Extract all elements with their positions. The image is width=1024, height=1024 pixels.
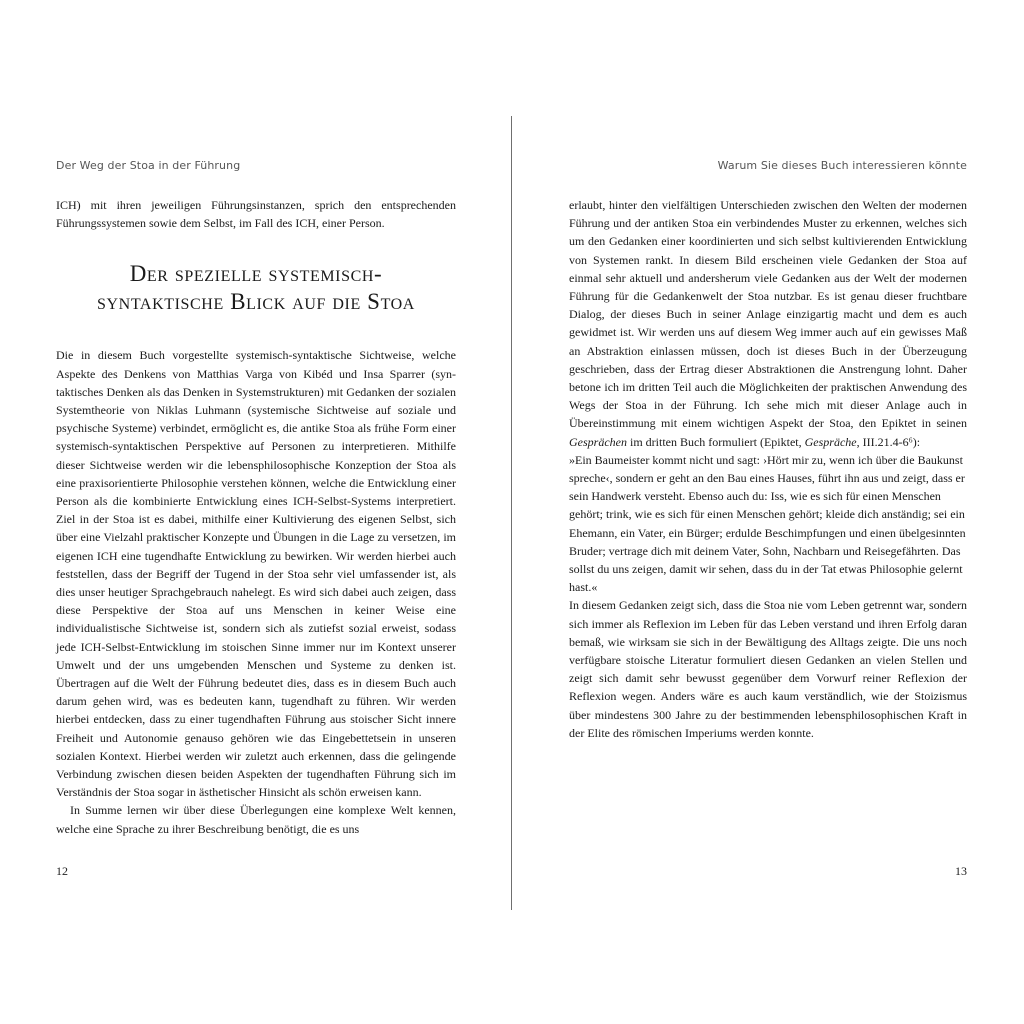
body-paragraph: In Summe lernen wir über diese Überlegungen eine komplexe Welt kennen, welche eine Sprache zu ihrer Beschreibung benötigt, die es uns	[56, 803, 456, 836]
citation-title: Gespräche	[804, 434, 857, 449]
running-head: Warum Sie dieses Buch interessieren könnte	[717, 159, 967, 172]
chapter-heading	[56, 260, 456, 316]
page-number: 13	[955, 864, 967, 878]
intro-paragraph: ICH) mit ihren jeweiligen Führungsinstanzen, sprich den entsprechenden Führungssystemen sowie dem Selbst, im Fall des ICH, einer Person.	[56, 198, 456, 231]
left-page	[56, 0, 456, 1024]
right-page-text	[569, 196, 967, 742]
blockquote: »Ein Baumeister kommt nicht und sagt: ›Hört mir zu, wenn ich über die Baukunst spreche‹, sondern er geht an den Bau eines Hauses, führt ihn aus und zeigt, dass er sein Handwerk versteht. Ebenso auch du: Iss, wie es sich für einen Menschen gehört; trink, wie es sich für einen Menschen gehört; kleide dich anständig; sei ein Ehemann, ein Vater, ein Bürger; erdulde Beschimpfungen und einen übelgesinnten Bruder; vertrage dich mit deinem Vater, Sohn, Nachbarn und Reisegefährten. Das sollst du uns zeigen, damit wir sehen, dass du in der Tat etwas Philosophie gelernt hast.«	[569, 452, 966, 595]
paragraph-text: erlaubt, hinter den vielfältigen Unterschieden zwischen den Welten der modernen Führung und der antiken Stoa ein verbindendes Muster zu erkennen, welches sich um den Gedanken einer koordinierten und sich selbst kultivierenden Entwicklung von Systemen rankt. In diesem Bild erscheinen viele Gedanken der Stoa auf einmal sehr aktuell und andersherum viele Gedanken aus der Welt der modernen Führung für die Gedankenwelt der Stoa nutzbar. Es ist genau dieser fruchtbare Dialog, der dieses Buch in seiner Anlage einzigartig macht und dem es auch gewidmet ist. Wir werden uns auf diesem Weg immer auch auf ein gewisses Maß an Abstraktion einlassen müssen, doch ist dieses Buch in der Überzeugung geschrieben, dass der Ertrag dieser Abstraktionen die Anstrengung lohnt. Daher betone ich im dritten Teil auch die Möglichkeiten der praktischen Anwendung des Wegs der Stoa in der Führung. Ich sehe mich mit dieser Anlage auch in Übereinstimmung mit einem wichtigen Aspekt der Stoa, den Epiktet in seinen	[569, 198, 967, 431]
right-page	[569, 0, 967, 1024]
work-title: Gesprächen	[569, 434, 627, 449]
paragraph-text: im dritten Buch formuliert (Epiktet,	[629, 434, 802, 449]
heading-line: syntaktische Blick auf die Stoa	[97, 289, 415, 315]
citation-reference: , III.21.4-6⁶):	[856, 434, 921, 449]
body-paragraph: Die in diesem Buch vorgestellte systemisch-syntaktische Sichtweise, welche Aspekte des Denkens von Matthias Varga von Kibéd und Insa Sparrer (syntaktisches Denken als das Denken in Systemstrukturen) mit Gedanken der sozialen Systemtheorie von Niklas Luhmann (systemische Sichtweise auf soziale und psychische Systeme) verbindet, ermöglicht es, die antike Stoa als frühe Form einer systemisch-syntaktischen Perspektive auf Personen zu interpretieren. Mithilfe dieser Sichtweise werden wir die lebensphilosophische Konzeption der Stoa als eine praxisorientierte Philosophie verstehen können, welche die Entwicklung einer Person als die kombinierte Entwicklung eines ICH-Selbst-Systems interpretiert. Ziel in der Stoa ist es dabei, mithilfe einer Kultivierung des eigenen Selbst, sich über eine Vielzahl praktischer Konzepte und Übungen in die Lage zu versetzen, im eigenen ICH eine tugendhafte Entwicklung zu bewirken. Wir werden hierbei auch feststellen, dass der Begriff der Tugend in der Stoa sehr viel umfassender ist, als dies unser heutiger Sprachgebrauch nahelegt. Es wird sich dabei auch zeigen, dass diese Perspektive der Stoa auf uns Menschen in keiner Weise eine individualistische Sichtweise ist, sondern sich als zutiefst sozial erweist, sodass jede ICH-Selbst-Entwicklung im stoischen Sinne immer nur im Kontext unserer Umwelt und der uns umgebenden Menschen und Systeme zu denken ist. Übertragen auf die Welt der Führung bedeutet dies, dass es in diesem Buch auch darum gehen wird, was es bedeuten kann, tugendhaft zu führen. Wir werden hierbei entdecken, dass zu einer tugendhaften Führung aus stoischer Sicht innere Freiheit und Autonomie genauso gehören wie das Eingebettetsein in unseren sozialen Kontext. Hierbei werden wir zuletzt auch erkennen, dass die gelingende Verbindung zwischen diesen beiden Aspekten der tugendhaften Führung sich im Verständnis der Stoa sogar in ästhetischer Hinsicht als schön erweisen kann.	[56, 348, 456, 800]
page-number: 12	[56, 864, 68, 878]
body-paragraph	[569, 196, 967, 451]
running-head: Der Weg der Stoa in der Führung	[56, 159, 241, 172]
gutter-divider	[511, 116, 512, 910]
body-paragraph: In diesem Gedanken zeigt sich, dass die Stoa nie vom Leben getrennt war, sondern sich immer als Reflexion im Leben für das Leben verstand und ihren Erfolg daran bemaß, wie wirksam sie sich in der Bewältigung des Alltags zeigte. Die uns noch verfügbare stoische Literatur formuliert diesen Gedanken an vielen Stellen und zeigt sich damit sehr bewusst gegenüber dem Vorwurf reiner Reflexion der Reflexion wegen. Anders wäre es auch kaum verständlich, wie der Stoizismus über mindestens 300 Jahre zu der bestimmenden lebensphilosophischen Kraft in der Elite des römischen Imperiums werden konnte.	[569, 598, 967, 740]
heading-line: Der spezielle systemisch-	[129, 261, 383, 287]
left-page-text	[56, 196, 456, 838]
